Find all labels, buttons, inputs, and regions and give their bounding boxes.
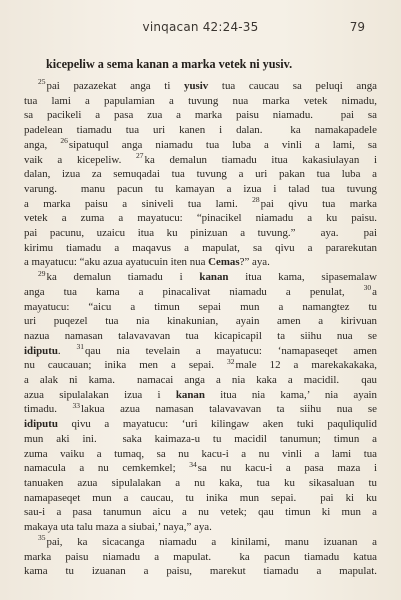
text-line: kirimu tiamadu a maqavus a mapulat, sa qivu a pararekutan xyxy=(24,241,377,254)
text-line: mayatucu: “aicu a timun sepai mun a namangtez tu xyxy=(24,300,377,313)
text-line: $^{35}$pai, ka sicacanga niamadu a kinilami, manu izuanan a xyxy=(38,534,377,548)
text-line: makaya uta talu maza a siubai,’ naya,” aya. xyxy=(24,521,212,534)
text-line: anga tua kama a pinacalivat niamadu a penulat, $^{30}$a xyxy=(24,284,377,298)
text-line: nu caucauan; inika men a sepai. $^{32}$male 12 a marekakakaka, xyxy=(24,358,377,372)
text-line: a marka paisu a siniveli tua lami. $^{28}$pai qivu tua marka xyxy=(24,196,377,210)
text-line: varung. manu pacun tu kamayan a izua i talad tua tuvung xyxy=(24,182,377,195)
text-line: azua sipulalakan izua i kanan itua nia kama,’ nia ayain xyxy=(24,388,377,401)
text-line: padelean tiamadu tua uri kanen i dalan. ka namakapadele xyxy=(24,124,377,137)
text-line: a alak ni kama. namacai anga a nia kaka a macidil. qau xyxy=(24,374,377,387)
text-line: namacula a nu cemkemkel; $^{34}$sa nu kacu-i a pasa maza i xyxy=(24,461,377,475)
body-text xyxy=(24,79,377,579)
section-heading: kicepeliw a sema kanan a marka vetek ni yusiv. xyxy=(46,57,293,71)
text-line: idiputu qivu a mayatucu: ‘uri kilingaw aken tuki paquliqulid xyxy=(24,418,377,431)
text-line: $^{29}$ka demalun tiamadu i kanan itua kama, sipasemalaw xyxy=(38,270,377,284)
text-line: dalan, izua za semuqadai tua tuvung a uri pakan tua luba a xyxy=(24,168,377,181)
text-line: $^{25}$pai pazazekat anga ti yusiv tua caucau sa peluqi anga xyxy=(38,79,377,92)
text-line: sa pacikeli a pasa zua a marka paisu niamadu. pai sa xyxy=(24,109,377,122)
text-line: timadu. $^{33}$lakua azua namasan talavavavan ta siihu nua se xyxy=(24,402,377,416)
text-line: vaik a kicepeliw. $^{27}$ka demalun tiamadu itua kakasiulayan i xyxy=(24,152,377,166)
text-line: marka paisu niamadu a mapulat. ka pacun tiamadu katua xyxy=(24,550,377,563)
text-line: idiputu. $^{31}$qau nia tevelain a mayatucu: ‘namapaseqet amen xyxy=(24,343,377,357)
text-line: vetek a zuma a mayatucu: “pinacikel niamadu a ku paisu. xyxy=(24,212,377,225)
page-number: 79 xyxy=(349,20,365,34)
text-line: namapaseqet mun a caucau, tu inika mun sepai. pai ki ku xyxy=(24,491,377,504)
text-line: kama tu izuanan a paisu, marekut tiamadu a mapulat. xyxy=(24,565,377,578)
text-line: sau-i a pasa tanumun aicu a nu vetek; qau timun ki mun a xyxy=(24,506,377,519)
text-line: uri puqezel tua nia kinakunian, ayain amen a kirivuan xyxy=(24,315,377,328)
text-line: anga, $^{26}$sipatuqul anga niamadu tua luba a vinli a lami, sa xyxy=(24,137,377,151)
text-line: a mayatucu: “aku azua ayatucuin iten nua Cemas?” aya. xyxy=(24,256,270,269)
running-head: vinqacan 42:24-35 xyxy=(142,20,259,34)
text-line: zuma vaiku a tumaq, sa nu kacu-i a nu vinli a lami tua xyxy=(24,447,377,460)
text-line: pai pacunu, uzaicu itua ku pinizuan a tuvung.” aya. pai xyxy=(24,227,377,240)
text-line: nazua namasan talavavavan tua kicapicapil ta siihu nua se xyxy=(24,329,377,342)
text-line: mun aki ini. saka kaimaza-u tu macidil tanumun; timun a xyxy=(24,432,377,445)
text-line: tua lami a papulamian a tuvung nua marka vetek nimadu, xyxy=(24,94,377,107)
text-line: tanuaken azua sipulalakan a nu kaka, tua ku sikasaluan tu xyxy=(24,476,377,489)
page-header xyxy=(24,20,377,38)
